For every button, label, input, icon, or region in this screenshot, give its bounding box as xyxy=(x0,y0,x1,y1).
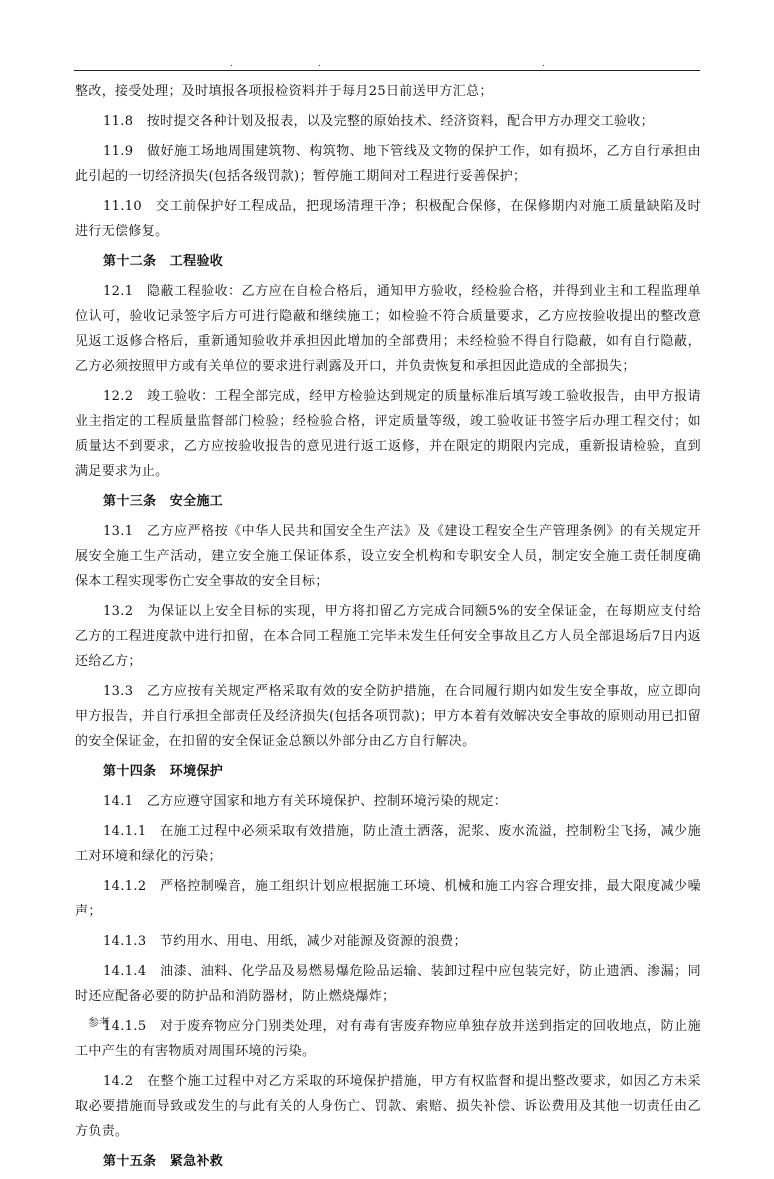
body-paragraph: 11.8 按时提交各种计划及报表，以及完整的原始技术、经济资料，配合甲方办理交工验收； xyxy=(103,114,654,129)
section-heading: 第十五条 紧急补救 xyxy=(103,1154,224,1169)
header-dot: . xyxy=(318,59,321,69)
body-paragraph: 13.3 乙方应按有关规定严格采取有效的安全防护措施，在合同履行期内如发生安全事故，应立即向甲方报告，并自行承担全部责任及经济损失(包括各项罚款)；甲方本着有效解决安全事故的原则动用已扣留的安全保证金，在扣留的安全保证金总额以外部分由乙方自行解决。 xyxy=(75,684,701,749)
section-heading: 第十三条 安全施工 xyxy=(103,494,224,509)
header-rule xyxy=(74,70,700,71)
page-footer: 参考 xyxy=(88,1016,110,1029)
body-paragraph: 14.1.1 在施工过程中必须采取有效措施，防止渣土洒落，泥浆、废水流溢，控制粉尘飞扬，减少施工对环境和绿化的污染； xyxy=(75,824,701,864)
body-paragraph: 14.2 在整个施工过程中对乙方采取的环境保护措施，甲方有权监督和提出整改要求，如因乙方未采取必要措施而导致或发生的与此有关的人身伤亡、罚款、索赔、损失补偿、诉讼费用及其他一切责任由乙方负责。 xyxy=(75,1074,701,1139)
body-paragraph: 14.1.4 油漆、油料、化学品及易燃易爆危险品运输、装卸过程中应包装完好，防止遗洒、渗漏；同时还应配备必要的防护品和消防器材，防止燃烧爆炸； xyxy=(75,964,701,1004)
section-heading: 第十四条 环境保护 xyxy=(103,764,224,779)
body-paragraph: 12.2 竣工验收：工程全部完成，经甲方检验达到规定的质量标准后填写竣工验收报告，由甲方报请业主指定的工程质量监督部门检验；经检验合格，评定质量等级，竣工验收证书签字后办理工程交付；如质量达不到要求，乙方应按验收报告的意见进行返工返修，并在限定的期限内完成，重新报请检验，直到满足要求为止。 xyxy=(75,389,701,479)
body-paragraph: 13.1 乙方应严格按《中华人民共和国安全生产法》及《建设工程安全生产管理条例》的有关规定开展安全施工生产活动，建立安全施工保证体系，设立安全机构和专职安全人员，制定安全施工责任制度确保本工程实现零伤亡安全事故的安全目标； xyxy=(75,524,701,589)
header-dot: . xyxy=(230,59,233,69)
body-paragraph: 14.1.5 对于废弃物应分门别类处理，对有毒有害废弃物应单独存放并送到指定的回收地点，防止施工中产生的有害物质对周围环境的污染。 xyxy=(75,1019,701,1059)
body-paragraph: 11.10 交工前保护好工程成品，把现场清理干净；积极配合保修，在保修期内对施工质量缺陷及时进行无偿修复。 xyxy=(75,199,701,239)
body-paragraph: 12.1 隐蔽工程验收：乙方应在自检合格后，通知甲方验收，经检验合格，并得到业主和工程监理单位认可，验收记录签字后方可进行隐蔽和继续施工；如检验不符合质量要求，乙方应按验收提出的整改意见返工返修合格后，重新通知验收并承担因此增加的全部费用；未经检验不得自行隐蔽，如有自行隐蔽，乙方必须按照甲方或有关单位的要求进行剥露及开口，并负责恢复和承担因此造成的全部损失； xyxy=(75,284,701,374)
header-dot: . xyxy=(542,59,545,69)
header-dots xyxy=(0,60,774,70)
body-paragraph: 13.2 为保证以上安全目标的实现，甲方将扣留乙方完成合同额5%的安全保证金，在每期应支付给乙方的工程进度款中进行扣留，在本合同工程施工完毕未发生任何安全事故且乙方人员全部退场后7日内返还给乙方； xyxy=(75,604,701,669)
section-heading: 第十二条 工程验收 xyxy=(103,254,224,269)
body-paragraph: 14.1.3 节约用水、用电、用纸，减少对能源及资源的浪费； xyxy=(103,934,467,949)
body-paragraph: 14.1 乙方应遵守国家和地方有关环境保护、控制环境污染的规定： xyxy=(103,794,508,809)
body-paragraph: 11.9 做好施工场地周围建筑物、构筑物、地下管线及文物的保护工作，如有损坏，乙方自行承担由此引起的一切经济损失(包括各级罚款)；暂停施工期间对工程进行妥善保护； xyxy=(75,144,701,184)
body-paragraph: 整改，接受处理；及时填报各项报检资料并于每月25日前送甲方汇总； xyxy=(75,84,493,99)
document-body xyxy=(75,79,701,1179)
body-paragraph: 14.1.2 严格控制噪音，施工组织计划应根据施工环境、机械和施工内容合理安排，最大限度减少噪声； xyxy=(75,879,701,919)
